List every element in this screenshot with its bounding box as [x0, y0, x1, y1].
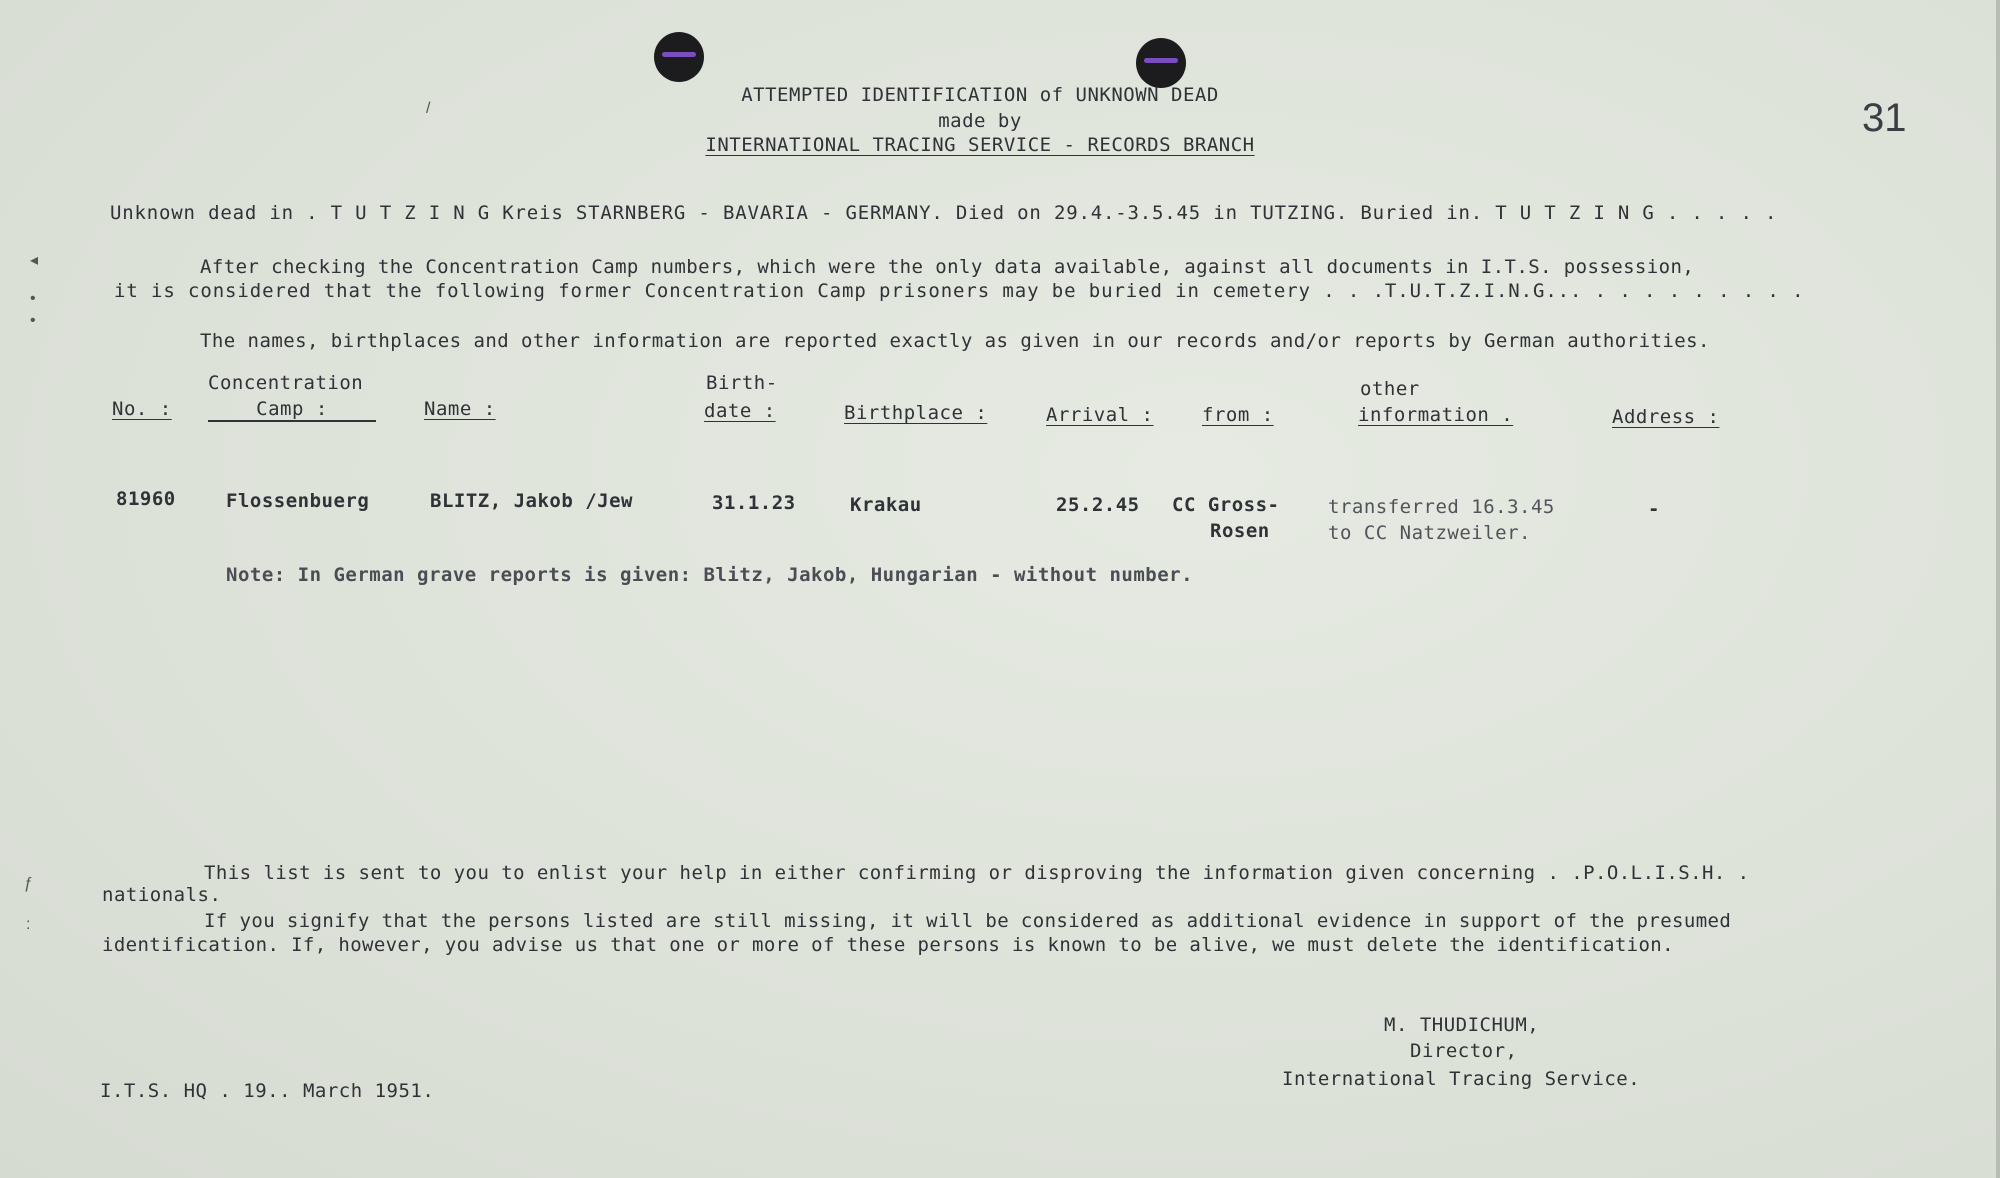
signature-title: Director, [1410, 1040, 1518, 1062]
row-other-2: to CC Natzweiler. [1328, 522, 1531, 544]
page-number: 31 [1862, 96, 1907, 140]
header-name: Name : [424, 398, 496, 420]
closing-p1-line1: This list is sent to you to enlist your help in either confirming or disproving the information given concerning . .P.O.L.I.S.H. . [204, 862, 1750, 884]
header-arrival: Arrival : [1046, 404, 1154, 426]
row-birthdate: 31.1.23 [712, 492, 796, 514]
header-other-top: other [1360, 378, 1420, 400]
punch-hole-right [1136, 38, 1186, 88]
signature-organization: International Tracing Service. [1282, 1068, 1641, 1090]
unknown-dead-line: Unknown dead in . T U T Z I N G Kreis STARNBERG - BAVARIA - GERMANY. Died on 29.4.-3.5.45 in TUTZING. Buried in. T U T Z I N G . . . . . [110, 202, 1778, 224]
row-camp: Flossenbuerg [226, 490, 370, 512]
closing-p2-line2: identification. If, however, you advise us that one or more of these persons is known to be alive, we must delete the identification. [102, 934, 1674, 956]
header-made-by: made by [938, 110, 1022, 132]
header-title: ATTEMPTED IDENTIFICATION of UNKNOWN DEAD [741, 84, 1219, 106]
header-birthplace: Birthplace : [844, 402, 988, 424]
header-birthdate: date : [704, 400, 776, 422]
checking-line-1: After checking the Concentration Camp numbers, which were the only data available, against all documents in I.T.S. possession, [200, 256, 1695, 278]
row-name: BLITZ, Jakob /Jew [430, 490, 633, 512]
closing-p1-line2: nationals. [102, 884, 222, 906]
row-from-1: CC Gross- [1172, 494, 1280, 516]
header-camp-top: Concentration [208, 372, 364, 394]
closing-p2-line1: If you signify that the persons listed are still missing, it will be considered as additional evidence in support of the presumed [204, 910, 1732, 932]
header-address: Address : [1612, 406, 1720, 428]
row-arrival: 25.2.45 [1056, 494, 1140, 516]
place-date: I.T.S. HQ . 19.. March 1951. [100, 1080, 435, 1102]
header-birth-top: Birth- [706, 372, 778, 394]
header-no: No. : [112, 398, 172, 420]
header-from: from : [1202, 404, 1274, 426]
checking-line-2: it is considered that the following former Concentration Camp prisoners may be buried in cemetery . . .T.U.T.Z.I.N.G... . . . . . . . . . [114, 280, 1805, 302]
document-page: / ◂ • • ƒ : ATTEMPTED IDENTIFICATION of UNKNOWN DEAD made by INTERNATIONAL TRACING SERVICE - RECORDS BRANCH 31 Unknown dead in . T U T Z I N G Kreis STARNBERG - BAVARIA - GERMANY. Died on 29.4.-3.5.45 in TUTZING. Buried in. T U T Z I N G . . . . . After checking the Concentration Camp numbers, which were the only data available, against all documents in I.T.S. possession, it is considered that the following former Concentration Camp prisoners may be buried in cemetery . . .T.U.T.Z.I.N.G... . . . . . . . . . The names, birthplaces and other information are reported exactly as given in our records and/or reports by German authorities. No. : Concentration Camp : Name : Birth- date : Birthplace : Arrival : from : other information . Address : 81960 Flossenbuerg BLITZ, Jakob /Jew 31.1.23 Krakau 25.2.45 CC Gross- Rosen transferred 16.3.45 to CC Natzweiler. - Note: In German grave reports is given: Blitz, Jakob, Hungarian - without number. This list is sent to you to enlist your help in either confirming or disproving the information given concerning . .P.O.L.I.S.H. . nationals. If you signify that the persons listed are still missing, it will be considered as additional evidence in support of the presumed identification. If, however, you advise us that one or more of these persons is known to be alive, we must delete the identification. M. THUDICHUM, Director, International Tracing Service. I.T.S. HQ . 19.. March 1951. [0, 0, 2000, 1178]
signature-name: M. THUDICHUM, [1384, 1014, 1540, 1036]
row-birthplace: Krakau [850, 494, 922, 516]
grave-report-note: Note: In German grave reports is given: Blitz, Jakob, Hungarian - without number. [226, 564, 1194, 586]
header-camp: Camp : [208, 398, 376, 422]
header-other: information . [1358, 404, 1514, 426]
header-organization: INTERNATIONAL TRACING SERVICE - RECORDS BRANCH [705, 134, 1255, 156]
punch-hole-left [654, 32, 704, 82]
row-address: - [1648, 498, 1660, 520]
row-from-2: Rosen [1210, 520, 1270, 542]
row-other-1: transferred 16.3.45 [1328, 496, 1555, 518]
records-note: The names, birthplaces and other information are reported exactly as given in our records and/or reports by German authorities. [200, 330, 1710, 352]
row-no: 81960 [116, 488, 176, 510]
